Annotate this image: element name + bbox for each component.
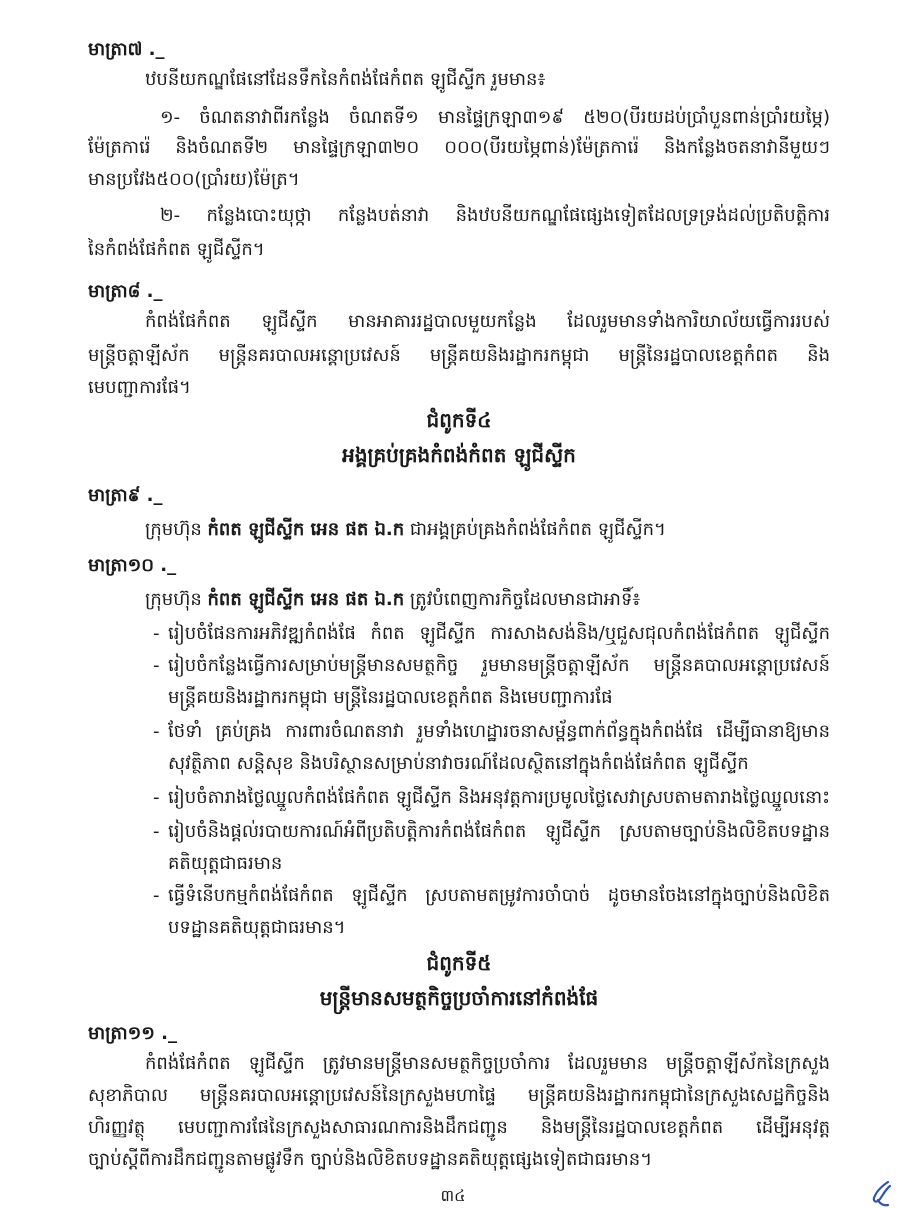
bullet-2-line-1: រៀបចំកន្លែងធ្វើការសម្រាប់មន្ត្រីមានសមត្ថកិច្ច រួមមានមន្ត្រីចត្តាឡីស័ក មន្ត្រីនគបាលអន្តោប្រវេសន៍ — [168, 655, 830, 676]
article-10-text: ត្រូវបំពេញការកិច្ចដែលមានជាអាទិ៍៖ — [404, 589, 641, 610]
article-9-line — [145, 514, 830, 546]
article-7-intro: ឋបនីយកណ្ឌផែនៅដែនទឹកនៃកំពង់ផែកំពត ឡូជីស្ទីក រួមមាន៖ — [145, 69, 546, 90]
bullet-2-line-2: មន្ត្រីគយនិងរដ្ឋាករកម្ពុជា មន្ត្រីនៃរដ្ឋបាលខេត្តកំពត និងមេបញ្ជាការផែ — [168, 687, 613, 708]
bullet-4-marker: - — [153, 787, 160, 808]
article-8-line-3: មេបញ្ជាការផែ។ — [88, 377, 191, 398]
chapter-4-number: ជំពូកទី៤ — [426, 408, 492, 432]
chapter-5-title: មន្ត្រីមានសមត្ថកិច្ចប្រចាំការនៅកំពង់ផែ — [319, 986, 599, 1010]
chapter-4-title: អង្គគ្រប់គ្រងកំពង់កំពត ឡូជីស្ទីក — [342, 443, 576, 467]
article-11-line-1: កំពង់ផែកំពត ឡូជីស្ទីក ត្រូវមានមន្ត្រីមានសមត្ថកិច្ចប្រចាំការ ដែលរួមមាន មន្ត្រីចត្តាឡីស័កនៃក្រសួង — [145, 1053, 830, 1074]
article-7-heading: មាត្រា៧ ._ — [88, 39, 165, 60]
article-10-intro — [145, 584, 830, 616]
article-10-heading: មាត្រា១០ ._ — [88, 555, 177, 576]
article-9-company-name: កំពត ឡូជីស្ទីក អេន ផត ឯ.ក — [207, 519, 405, 540]
article-10-prefix: ក្រុមហ៊ុន — [145, 589, 208, 610]
bullet-3-marker: - — [153, 721, 160, 742]
chapter-5-number: ជំពូកទី៥ — [426, 951, 492, 975]
bullet-3-line-1: ថែទាំ គ្រប់គ្រង ការពារចំណតនាវា រួមទាំងហេដ្ឋារចនាសម្ព័ន្ធពាក់ព័ន្ធក្នុងកំពង់ផែ ដើម្បីធានាឱ្យមាន — [168, 721, 830, 742]
article-7-item-2-line-1: ២- កន្លែងបោះយុថ្កា កន្លែងបត់នាវា និងឋបនីយកណ្ឌផែផ្សេងទៀតដែលទ្រទ្រង់ដល់ប្រតិបត្តិការ — [160, 205, 830, 226]
article-7-item-1-line-3: មានប្រវែង៥០០(ប្រាំរយ)ម៉ែត្រ។ — [88, 169, 300, 190]
bullet-5-line-2: គតិយុត្តជាធរមាន — [168, 853, 283, 874]
article-11-line-2: សុខាភិបាល មន្ត្រីនគរបាលអន្តោប្រវេសន៍នៃក្រសួងមហាផ្ទៃ មន្ត្រីគយនិងរដ្ឋាករកម្ពុជានៃក្រសួងសេដ្ឋកិច្ចនិង — [88, 1085, 830, 1106]
article-11-line-3: ហិរញ្ញវត្ថុ មេបញ្ជាការផែនៃក្រសួងសាធារណការនិងដឹកជញ្ជូន និងមន្ត្រីនៃរដ្ឋបាលខេត្តកំពត ដើម្បីអនុវត្ត — [88, 1117, 830, 1138]
article-9-prefix: ក្រុមហ៊ុន — [145, 519, 208, 540]
article-9-heading: មាត្រា៩ ._ — [88, 485, 163, 506]
bullet-6-line-2: បទដ្ឋានគតិយុត្តជាធរមាន។ — [168, 917, 346, 938]
bullet-3-line-2: សុវត្ថិភាព សន្តិសុខ និងបរិស្ថានសម្រាប់នាវាចរណ៍ដែលស្ថិតនៅក្នុងកំពង់ផែកំពត ឡូជីស្ទីក — [168, 753, 749, 774]
bullet-1-marker: - — [153, 623, 160, 644]
bullet-4-line-1: រៀបចំតារាងថ្លៃឈ្នួលកំពង់ផែកំពត ឡូជីស្ទីក និងអនុវត្តការប្រមូលថ្លៃសេវាស្របតាមតារាងថ្លៃឈ្នួលនោះ — [168, 787, 830, 808]
article-7-item-1-line-2: ម៉ែត្រការ៉េ និងចំណតទី២ មានផ្ទៃក្រឡា៣២០ ០០០(បីរយម្ភៃពាន់)ម៉ែត្រការ៉េ និងកន្លែងចតនាវានីមួយៗ — [88, 137, 830, 158]
bullet-2-marker: - — [153, 655, 160, 676]
article-8-line-2: មន្ត្រីចត្តាឡីស័ក មន្ត្រីនគរបាលអន្តោប្រវេសន៍ មន្ត្រីគយនិងរដ្ឋាករកម្ពុជា មន្ត្រីនៃរដ្ឋបាលខេត្តកំពត និង — [88, 345, 830, 366]
article-10-company-name: កំពត ឡូជីស្ទីក អេន ផត ឯ.ក — [207, 589, 405, 610]
bullet-5-marker: - — [153, 821, 160, 842]
article-11-line-4: ច្បាប់ស្តីពីការដឹកជញ្ជូនតាមផ្លូវទឹក ច្បាប់និងលិខិតបទដ្ឋានគតិយុត្តផ្សេងទៀតជាធរមាន។ — [88, 1149, 653, 1170]
bullet-1-line-1: រៀបចំផែនការអភិវឌ្ឍកំពង់ផែ កំពត ឡូជីស្ទីក ការសាងសង់និង/ឬជួសជុលកំពង់ផែកំពត ឡូជីស្ទីក — [168, 623, 830, 644]
article-8-line-1: កំពង់ផែកំពត ឡូជីស្ទីក មានអាគាររដ្ឋបាលមួយកន្លែង ដែលរួមមានទាំងការិយាល័យធ្វើការរបស់ — [145, 311, 830, 332]
article-7-item-2-line-2: នៃកំពង់ផែកំពត ឡូជីស្ទីក។ — [88, 239, 265, 260]
bullet-6-marker: - — [153, 885, 160, 906]
article-8-heading: មាត្រា៨ ._ — [88, 281, 163, 302]
page-number: ៣៤ — [440, 1186, 466, 1205]
article-9-text: ជាអង្គគ្រប់គ្រងកំពង់ផែកំពត ឡូជីស្ទីក។ — [404, 519, 666, 540]
article-11-heading: មាត្រា១១ ._ — [88, 1023, 177, 1044]
bullet-5-line-1: រៀបចំនិងផ្ដល់របាយការណ៍អំពីប្រតិបត្តិការកំពង់ផែកំពត ឡូជីស្ទីក ស្របតាមច្បាប់និងលិខិតបទដ្ឋាន — [168, 821, 830, 842]
handwritten-initial-icon — [858, 1178, 898, 1208]
bullet-6-line-1: ធ្វើទំនើបកម្មកំពង់ផែកំពត ឡូជីស្ទីក ស្របតាមតម្រូវការចាំបាច់ ដូចមានចែងនៅក្នុងច្បាប់និងលិខិត — [168, 885, 830, 906]
article-7-item-1-line-1: ១- ចំណតនាវាពីរកន្លែង ចំណតទី១ មានផ្ទៃក្រឡា៣១៩ ៥២០(បីរយដប់ប្រាំបួនពាន់ប្រាំរយម្ភៃ) — [160, 107, 830, 128]
